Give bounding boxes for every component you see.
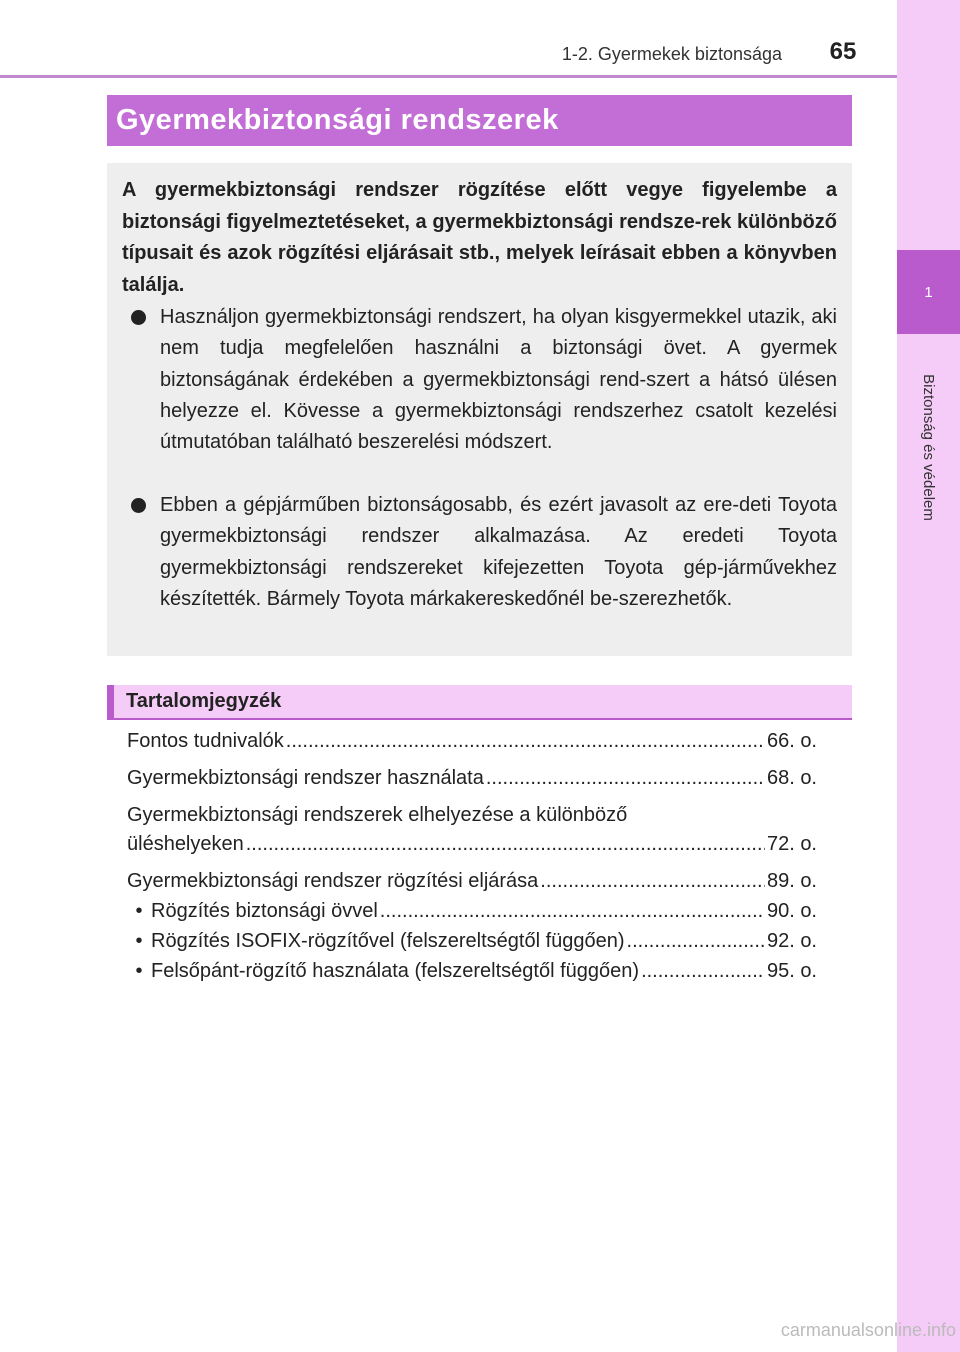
chapter-number: 1 [897, 250, 960, 334]
chapter-side-tab [897, 0, 960, 1352]
toc-sub-entry-label: • Felsőpánt-rögzítő használata (felszereltségtől függően) [127, 960, 639, 983]
intro-bullet [131, 302, 837, 458]
toc-entry-label-line1: Gyermekbiztonsági rendszerek elhelyezése a különböző [127, 804, 628, 826]
toc-heading: Tartalomjegyzék [126, 690, 282, 712]
section-title: Gyermekbiztonsági rendszerek [116, 104, 559, 136]
toc-entry-page: 89. o. [766, 870, 817, 892]
running-header: 1-2. Gyermekek biztonsága [561, 44, 782, 64]
toc-leader-dots [641, 960, 765, 983]
toc-leader-dots [380, 900, 765, 923]
toc-sub-entry-page: 92. o. [766, 930, 817, 952]
toc-sub-entry-label: • Rögzítés biztonsági övvel [127, 900, 378, 923]
toc-leader-dots [286, 730, 765, 753]
toc-entry-label: Gyermekbiztonsági rendszer használata [127, 767, 484, 789]
toc-entry-page: 68. o. [766, 767, 817, 789]
intro-bullet [131, 490, 837, 615]
toc-entry-label: Fontos tudnivalók [127, 730, 284, 752]
toc-entry[interactable] [127, 767, 817, 796]
toc-sub-entry-page: 95. o. [766, 960, 817, 982]
watermark: carmanualsonline.info [780, 1320, 956, 1340]
toc-entry-label: Gyermekbiztonsági rendszer rögzítési eljárása [127, 870, 539, 892]
bullet-dot-icon [131, 498, 146, 513]
toc-leader-dots [540, 870, 765, 893]
bullet-text: Ebben a gépjárműben biztonságosabb, és ezért javasolt az ere-deti Toyota gyermekbiztonsági rendszer alkalmazása. Az eredeti Toyota gyermekbiztonsági rendszereket kifejezetten Toyota gép-járművekhez készítették. Bármely Toyota márkakereskedőnél be-szerezhetők. [160, 494, 837, 610]
toc-entry[interactable] [127, 804, 817, 862]
toc-entry-page: 66. o. [766, 730, 817, 752]
chapter-title-vertical [903, 342, 953, 552]
header-divider [0, 75, 897, 78]
toc-sub-entry-label: • Rögzítés ISOFIX-rögzítővel (felszereltségtől függően) [127, 930, 625, 953]
section-title-banner [107, 95, 852, 146]
toc-entry[interactable] [127, 870, 817, 899]
toc-heading-accent [107, 685, 114, 720]
chapter-title: Biztonság és védelem [919, 373, 937, 521]
intro-text: A gyermekbiztonsági rendszer rögzítése előtt vegye figyelembe a biztonsági figyelmeztetéseket, a gyermekbiztonsági rendsze-rek különböző típusait és azok rögzítési eljárásait stb., melyek leírásait ebben a könyvben találja. [122, 179, 837, 296]
toc-sub-entry[interactable] [127, 960, 817, 989]
toc-heading-bar [107, 685, 852, 720]
toc-entry-label: üléshelyeken [127, 833, 244, 855]
toc-entry[interactable] [127, 730, 817, 759]
toc-leader-dots [627, 930, 765, 953]
bullet-text: Használjon gyermekbiztonsági rendszert, ha olyan kisgyermekkel utazik, aki nem tudja megfelelően használni a biztonsági övet. A gyermek biztonságának érdekében a gyermekbiztonsági rend-szert a hátsó ülésen helyezze el. Kövesse a gyermekbiztonsági rendszerhez csatolt kezelési útmutatóban található beszerelési módszert. [160, 306, 837, 454]
toc-sub-entry[interactable] [127, 930, 817, 959]
toc-sub-entry[interactable] [127, 900, 817, 929]
toc-sub-entry-page: 90. o. [766, 900, 817, 922]
page-number: 65 [829, 38, 857, 65]
intro-box [107, 163, 852, 656]
toc-leader-dots [246, 833, 765, 856]
toc-leader-dots [486, 767, 765, 790]
toc-entry-page: 72. o. [766, 833, 817, 855]
bullet-dot-icon [131, 310, 146, 325]
